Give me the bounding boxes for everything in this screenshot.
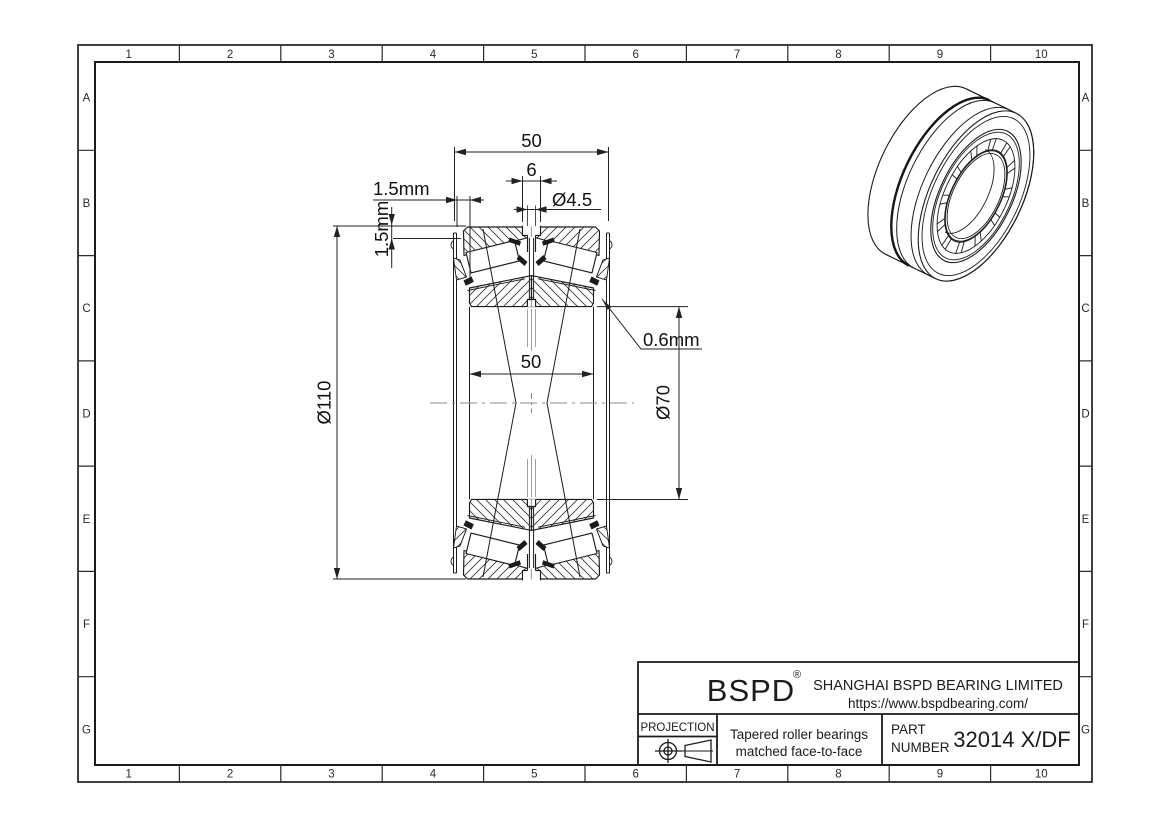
dimension-offset-v (371, 201, 461, 268)
grid-row-label: A (1081, 92, 1090, 105)
dim-offset-h-label: 1.5mm (373, 178, 430, 199)
grid-col-label: 3 (328, 768, 335, 781)
grid-row-label: F (82, 619, 91, 632)
grid-col-label: 7 (733, 768, 741, 781)
company-logo: BSPD (706, 673, 796, 708)
centerline (430, 393, 634, 413)
dim-inner-width-label: 50 (520, 351, 542, 372)
isometric-view (844, 69, 1058, 299)
dim-groove-label: 6 (526, 159, 537, 180)
dimension-inner-width (470, 351, 594, 377)
grid-col-label: 4 (429, 768, 437, 781)
grid-row-label: D (82, 408, 91, 421)
grid-col-label: 6 (632, 49, 639, 61)
grid-col-label: 9 (936, 768, 944, 781)
description-line1: Tapered roller bearings (729, 727, 869, 742)
company-name: SHANGHAI BSPD BEARING LIMITED (813, 678, 1063, 694)
grid-row-label: B (1081, 197, 1090, 210)
grid-col-label: 8 (835, 768, 842, 781)
projection-symbol-icon (655, 739, 713, 763)
dim-outer-dia-label: Ø110 (313, 380, 335, 425)
grid-row-label: C (82, 303, 91, 316)
grid-row-label: G (82, 724, 91, 737)
title-block (638, 662, 1079, 765)
grid-col-label: 5 (531, 49, 538, 61)
dimension-groove-width (506, 159, 557, 222)
grid-col-label: 1 (125, 768, 132, 781)
grid-col-label: 1 (125, 49, 132, 61)
registered-mark: ® (793, 669, 802, 681)
grid-col-label: 2 (226, 49, 234, 61)
grid-col-label: 8 (835, 49, 842, 61)
grid-col-label: 7 (733, 49, 741, 61)
dim-offset-v-label: 1.5mm (371, 200, 392, 258)
grid-col-label: 3 (328, 49, 335, 61)
dim-hole-label: Ø4.5 (552, 189, 593, 210)
dim-shim-label: 0.6mm (643, 329, 700, 350)
part-number-value: 32014 X/DF (953, 727, 1071, 752)
grid-row-label: G (1081, 724, 1090, 737)
description-line2: matched face-to-face (735, 744, 863, 759)
grid-col-label: 6 (632, 768, 639, 781)
part-label-line2: NUMBER (891, 740, 950, 755)
part-label-line1: PART (891, 722, 926, 737)
grid-row-label: E (82, 513, 91, 526)
grid-col-label: 5 (531, 768, 538, 781)
grid-col-label: 10 (1034, 49, 1048, 61)
company-website: https://www.bspdbearing.com/ (847, 696, 1029, 711)
grid-col-label: 9 (936, 49, 944, 61)
grid-row-label: E (1081, 513, 1090, 526)
main-section-view (430, 226, 634, 581)
grid-col-label: 4 (429, 49, 437, 61)
dim-width-top-label: 50 (521, 130, 542, 151)
grid-row-label: C (1081, 303, 1090, 316)
grid-row-label: F (1081, 619, 1090, 632)
grid-row-label: D (1081, 408, 1090, 421)
grid-col-label: 10 (1034, 768, 1048, 781)
projection-label: PROJECTION (640, 722, 715, 734)
grid-row-label: B (82, 197, 91, 210)
grid-row-label: A (82, 92, 91, 105)
grid-col-label: 2 (226, 768, 234, 781)
dim-bore-dia-label: Ø70 (652, 385, 674, 420)
dimension-hole-dia (514, 189, 601, 226)
